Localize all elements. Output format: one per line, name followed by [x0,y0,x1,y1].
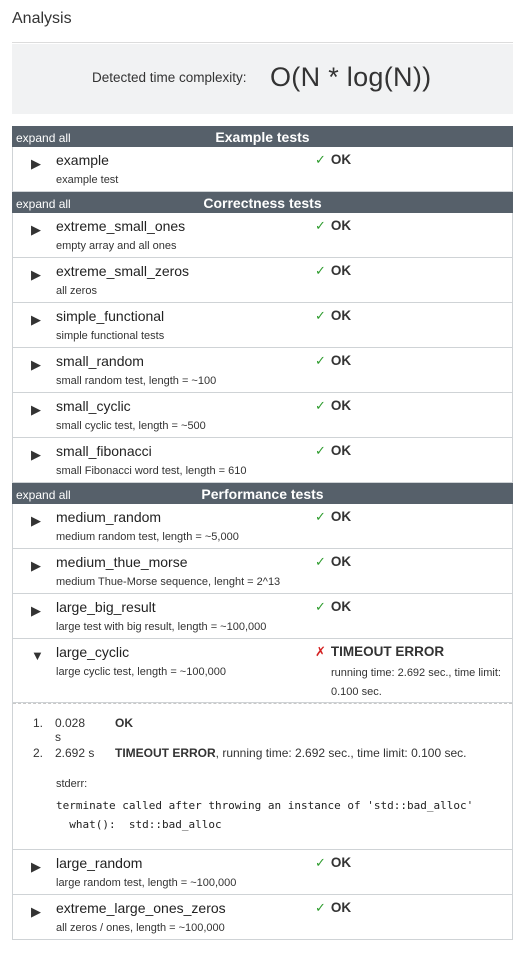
test-row[interactable] [12,594,513,639]
expand-all-link[interactable]: expand all [16,488,71,502]
collapsed-triangle-icon[interactable]: ▶ [31,222,41,237]
check-icon: ✓ [315,308,326,323]
group-title: Performance tests [201,486,324,502]
collapsed-triangle-icon[interactable]: ▶ [31,156,41,171]
run-status: OK [115,716,133,730]
test-status [315,509,351,525]
test-status [315,855,351,871]
status-text: OK [330,353,352,368]
test-description: small Fibonacci word test, length = 610 [56,465,247,477]
check-icon: ✓ [315,855,326,870]
test-row-expanded[interactable] [12,639,513,703]
test-name: medium_thue_morse [56,554,188,570]
test-status [315,152,351,168]
test-description: medium random test, length = ~5,000 [56,531,239,543]
test-status [315,353,351,369]
expand-all-link[interactable]: expand all [16,131,71,145]
test-row[interactable] [12,504,513,549]
test-status [315,263,351,279]
check-icon: ✓ [315,263,326,278]
check-icon: ✓ [315,218,326,233]
test-row[interactable] [12,895,513,940]
analysis-title: Analysis [12,10,72,27]
run-number: 1. [33,716,44,730]
status-text: OK [330,398,352,413]
test-row[interactable] [12,303,513,348]
collapsed-triangle-icon[interactable]: ▶ [31,513,41,528]
complexity-panel [12,44,513,114]
test-row[interactable] [12,850,513,895]
tests-table [12,126,513,940]
test-description: large test with big result, length = ~100,000 [56,621,267,633]
collapsed-triangle-icon[interactable]: ▶ [31,603,41,618]
check-icon: ✓ [315,900,326,915]
test-description: large cyclic test, length = ~100,000 [56,666,226,678]
test-row[interactable] [12,213,513,258]
test-status [315,644,444,660]
run-status: TIMEOUT ERROR [115,746,216,760]
collapsed-triangle-icon[interactable]: ▶ [31,859,41,874]
stderr-output: terminate called after throwing an instance of 'std::bad_alloc' what(): std::bad_alloc [56,799,474,831]
test-name: extreme_small_ones [56,218,186,234]
group-header-example [12,126,513,147]
collapsed-triangle-icon[interactable]: ▶ [31,312,41,327]
expand-all-link[interactable]: expand all [16,197,71,211]
status-text: OK [330,218,352,233]
test-description: simple functional tests [56,330,165,342]
stderr-label: stderr: [56,778,88,790]
status-text: OK [330,443,352,458]
status-text: OK [330,509,352,524]
run-time: 2.692 s [55,746,95,760]
dashed-divider [13,703,512,704]
test-name: simple_functional [56,308,165,324]
run-time: 0.028 s [55,716,86,744]
collapsed-triangle-icon[interactable]: ▶ [31,267,41,282]
status-text: OK [330,152,352,167]
test-name: extreme_small_zeros [56,263,190,279]
test-status [315,218,351,234]
test-name: large_random [56,855,143,871]
group-header-performance [12,483,513,504]
test-status [315,398,351,414]
group-header-correctness [12,192,513,213]
test-description: large random test, length = ~100,000 [56,877,237,889]
collapsed-triangle-icon[interactable]: ▶ [31,402,41,417]
expanded-triangle-icon[interactable]: ▼ [31,648,44,663]
test-name: extreme_large_ones_zeros [56,900,226,916]
test-status [315,554,351,570]
status-text: OK [330,554,352,569]
check-icon: ✓ [315,554,326,569]
collapsed-triangle-icon[interactable]: ▶ [31,357,41,372]
test-name: small_cyclic [56,398,131,414]
test-name: large_big_result [56,599,156,615]
test-description: example test [56,174,119,186]
error-detail: running time: 2.692 sec., time limit: 0.100 sec. [331,667,501,698]
check-icon: ✓ [315,398,326,413]
status-text: OK [330,900,352,915]
test-name: small_fibonacci [56,443,152,459]
test-row[interactable] [12,549,513,594]
test-status [315,443,351,459]
test-description: all zeros [56,285,97,297]
run-status-line [115,746,466,760]
status-text: OK [330,308,352,323]
check-icon: ✓ [315,353,326,368]
check-icon: ✓ [315,443,326,458]
test-description: empty array and all ones [56,240,177,252]
test-status [315,308,351,324]
test-row[interactable] [12,348,513,393]
test-name: example [56,152,109,168]
test-name: medium_random [56,509,162,525]
test-description: all zeros / ones, length = ~100,000 [56,922,225,934]
test-row[interactable] [12,438,513,483]
cross-icon: ✗ [315,644,326,659]
group-title: Example tests [215,129,310,145]
test-name: large_cyclic [56,644,130,660]
run-number: 2. [33,746,44,760]
status-text: OK [330,263,352,278]
test-row[interactable] [12,147,513,192]
test-row[interactable] [12,258,513,303]
run-detail: , running time: 2.692 sec., time limit: 0.100 sec. [215,746,467,760]
test-description: small cyclic test, length = ~500 [56,420,206,432]
status-text: OK [330,599,352,614]
test-row[interactable] [12,393,513,438]
collapsed-triangle-icon[interactable]: ▶ [31,558,41,573]
complexity-value: O(N * log(N)) [270,62,432,92]
collapsed-triangle-icon[interactable]: ▶ [31,904,41,919]
check-icon: ✓ [315,509,326,524]
title-divider [12,42,513,43]
group-title: Correctness tests [203,195,322,211]
complexity-label: Detected time complexity: [92,70,247,85]
test-status [315,900,351,916]
test-description: small random test, length = ~100 [56,375,217,387]
test-description: medium Thue-Morse sequence, lenght = 2^13 [56,576,281,588]
collapsed-triangle-icon[interactable]: ▶ [31,447,41,462]
status-text: TIMEOUT ERROR [330,644,445,659]
status-text: OK [330,855,352,870]
check-icon: ✓ [315,152,326,167]
check-icon: ✓ [315,599,326,614]
test-details-panel [12,703,513,850]
test-name: small_random [56,353,144,369]
test-status [315,599,351,615]
